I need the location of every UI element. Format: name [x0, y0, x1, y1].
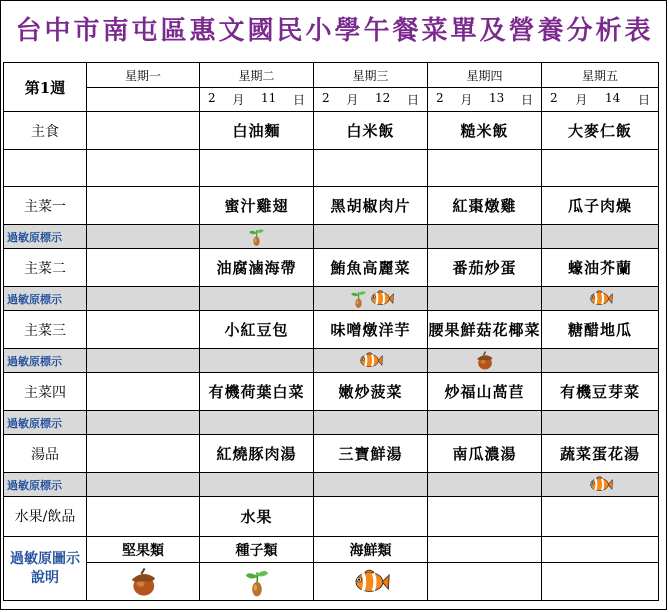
fruit-item-1 — [200, 497, 314, 537]
soup-dish-3 — [428, 435, 542, 473]
sprout-seed-icon — [241, 566, 273, 598]
date-display — [200, 91, 313, 108]
legend-icon-seafood — [314, 563, 428, 601]
legend-name-nut — [87, 537, 200, 563]
allergen-label — [4, 225, 87, 249]
date-day: 11 — [261, 91, 277, 105]
acorn-icon — [127, 566, 159, 598]
week-label-text: 第1週 — [24, 78, 66, 97]
acorn-icon — [474, 350, 495, 371]
date-m-unit: 月 — [232, 93, 245, 107]
main3-allergen-2 — [314, 349, 428, 373]
fruit-item-4 — [542, 497, 659, 537]
clownfish-icon — [588, 474, 613, 495]
row-label-text: 湯品 — [31, 446, 59, 463]
menu-table — [3, 62, 659, 601]
date-d-unit: 日 — [520, 93, 533, 107]
fruit-item-0 — [87, 497, 200, 537]
allergen-label-text: 過敏原標示 — [7, 478, 62, 492]
week-label — [4, 63, 87, 112]
row-label-text: 主菜一 — [24, 198, 66, 215]
soup-allergen-2 — [314, 473, 428, 497]
date-d-unit: 日 — [637, 93, 650, 107]
day-name: 星期一 — [124, 68, 161, 83]
dish-name: 炒福山萵苣 — [444, 383, 525, 401]
dish-name: 瓜子肉燥 — [567, 197, 632, 215]
allergen-label — [4, 287, 87, 311]
staple-dish-3 — [428, 112, 542, 150]
main1-allergen-4 — [542, 225, 659, 249]
dish-name: 蠔油芥蘭 — [567, 259, 632, 277]
date-day: 12 — [375, 91, 391, 105]
main3-allergen-0 — [87, 349, 200, 373]
allergen-label — [4, 411, 87, 435]
day-name: 星期五 — [581, 68, 618, 83]
main4-dish-3 — [428, 373, 542, 411]
main2-dish-0 — [87, 249, 200, 287]
main1-dish-1 — [200, 187, 314, 225]
date-display — [542, 91, 658, 108]
date-month: 2 — [550, 91, 558, 105]
dish-name: 有機豆芽菜 — [559, 383, 640, 401]
soup-allergen-0 — [87, 473, 200, 497]
soup-allergen-4 — [542, 473, 659, 497]
dish-name: 番茄炒蛋 — [452, 259, 517, 277]
row-label-soup — [4, 435, 87, 473]
dish-name: 白油麵 — [232, 122, 281, 140]
dish-name: 紅棗燉雞 — [452, 197, 517, 215]
main1-dish-0 — [87, 187, 200, 225]
clownfish-icon — [369, 288, 394, 309]
day-name: 星期三 — [352, 68, 389, 83]
dish-name: 南瓜濃湯 — [452, 445, 517, 463]
blank-cell-1 — [87, 150, 200, 187]
date-m-unit: 月 — [346, 93, 359, 107]
allergen-label-text: 過敏原標示 — [7, 230, 62, 244]
clownfish-icon — [588, 288, 613, 309]
legend-name-seed — [200, 537, 314, 563]
dish-name: 小紅豆包 — [224, 321, 289, 339]
main3-allergen-1 — [200, 349, 314, 373]
day-header-4 — [542, 63, 659, 88]
main1-allergen-3 — [428, 225, 542, 249]
main1-dish-3 — [428, 187, 542, 225]
date-m-unit: 月 — [575, 93, 588, 107]
row-label-text: 主菜四 — [24, 384, 66, 401]
allergen-label — [4, 349, 87, 373]
main4-allergen-3 — [428, 411, 542, 435]
staple-dish-4 — [542, 112, 659, 150]
row-label-text: 主菜二 — [24, 260, 66, 277]
main4-allergen-1 — [200, 411, 314, 435]
main2-dish-1 — [200, 249, 314, 287]
clownfish-icon — [352, 566, 390, 598]
dish-name: 糖醋地瓜 — [567, 321, 632, 339]
legend-empty-3 — [428, 563, 542, 601]
dish-name: 白米飯 — [346, 122, 395, 140]
legend-empty-4 — [542, 563, 659, 601]
staple-dish-2 — [314, 112, 428, 150]
soup-dish-1 — [200, 435, 314, 473]
dish-name: 黑胡椒肉片 — [330, 197, 411, 215]
legend-name-text: 種子類 — [235, 542, 278, 559]
soup-dish-0 — [87, 435, 200, 473]
dish-name: 腰果鮮菇花椰菜 — [428, 321, 541, 339]
legend-name-seafood — [314, 537, 428, 563]
row-label-text: 水果/飲品 — [14, 508, 76, 525]
day-header-0 — [87, 63, 200, 88]
row-label-main2 — [4, 249, 87, 287]
staple-dish-1 — [200, 112, 314, 150]
blank-cell-3 — [314, 150, 428, 187]
dish-name: 油腐滷海帶 — [216, 259, 297, 277]
main1-allergen-0 — [87, 225, 200, 249]
legend-icon-nut — [87, 563, 200, 601]
main4-dish-1 — [200, 373, 314, 411]
dish-name: 紅燒豚肉湯 — [216, 445, 297, 463]
dish-name: 蔬菜蛋花湯 — [559, 445, 640, 463]
main3-dish-0 — [87, 311, 200, 349]
main3-dish-4 — [542, 311, 659, 349]
date-month: 2 — [436, 91, 444, 105]
allergen-label — [4, 473, 87, 497]
main3-allergen-4 — [542, 349, 659, 373]
page-title: 台中市南屯區惠文國民小學午餐菜單及營養分析表 — [15, 16, 654, 46]
date-cell-2 — [314, 88, 428, 112]
main3-dish-3 — [428, 311, 542, 349]
main2-allergen-3 — [428, 287, 542, 311]
legend-empty-2 — [542, 537, 659, 563]
blank-cell-0 — [4, 150, 87, 187]
soup-allergen-3 — [428, 473, 542, 497]
date-d-unit: 日 — [406, 93, 419, 107]
dish-name: 蜜汁雞翅 — [224, 197, 289, 215]
date-display — [314, 91, 427, 108]
main1-allergen-2 — [314, 225, 428, 249]
main4-allergen-4 — [542, 411, 659, 435]
date-cell-0 — [87, 88, 200, 112]
clownfish-icon — [358, 350, 383, 371]
main4-allergen-2 — [314, 411, 428, 435]
main2-allergen-0 — [87, 287, 200, 311]
row-label-text: 主菜三 — [24, 322, 66, 339]
date-day: 13 — [489, 91, 505, 105]
legend-name-text: 堅果類 — [122, 542, 164, 559]
dish-name: 嫩炒菠菜 — [338, 383, 403, 401]
dish-name: 三寶鮮湯 — [338, 445, 403, 463]
soup-dish-4 — [542, 435, 659, 473]
date-d-unit: 日 — [292, 93, 305, 107]
main1-allergen-1 — [200, 225, 314, 249]
blank-cell-2 — [200, 150, 314, 187]
soup-allergen-1 — [200, 473, 314, 497]
dish-name: 有機荷葉白菜 — [208, 383, 305, 401]
main2-dish-4 — [542, 249, 659, 287]
soup-dish-2 — [314, 435, 428, 473]
row-label-main1 — [4, 187, 87, 225]
main2-allergen-4 — [542, 287, 659, 311]
sprout-seed-icon — [348, 288, 369, 309]
day-header-2 — [314, 63, 428, 88]
day-name: 星期二 — [238, 68, 275, 83]
legend-name-text: 海鮮類 — [349, 542, 392, 559]
main2-dish-3 — [428, 249, 542, 287]
blank-cell-5 — [542, 150, 659, 187]
dish-name: 大麥仁飯 — [567, 122, 632, 140]
main4-allergen-0 — [87, 411, 200, 435]
allergen-label-text: 過敏原標示 — [7, 292, 62, 306]
blank-cell-4 — [428, 150, 542, 187]
row-label-text: 主食 — [31, 123, 59, 140]
main2-dish-2 — [314, 249, 428, 287]
main4-dish-4 — [542, 373, 659, 411]
main4-dish-0 — [87, 373, 200, 411]
row-label-fruit — [4, 497, 87, 537]
dish-name: 水果 — [240, 508, 273, 526]
date-cell-1 — [200, 88, 314, 112]
date-month: 2 — [208, 91, 216, 105]
date-month: 2 — [322, 91, 330, 105]
allergen-legend-label — [4, 537, 87, 601]
date-m-unit: 月 — [460, 93, 473, 107]
date-day: 14 — [605, 91, 621, 105]
main2-allergen-2 — [314, 287, 428, 311]
fruit-item-2 — [314, 497, 428, 537]
date-cell-4 — [542, 88, 659, 112]
staple-dish-0 — [87, 112, 200, 150]
main2-allergen-1 — [200, 287, 314, 311]
fruit-item-3 — [428, 497, 542, 537]
date-cell-3 — [428, 88, 542, 112]
legend-icon-seed — [200, 563, 314, 601]
main1-dish-4 — [542, 187, 659, 225]
day-header-3 — [428, 63, 542, 88]
dish-name: 味噌燉洋芋 — [330, 321, 411, 339]
row-label-staple — [4, 112, 87, 150]
allergen-label-text: 過敏原標示 — [7, 416, 62, 430]
legend-label-text: 過敏原圖示說明 — [10, 550, 80, 586]
sprout-seed-icon — [246, 226, 267, 247]
main4-dish-2 — [314, 373, 428, 411]
day-header-1 — [200, 63, 314, 88]
main1-dish-2 — [314, 187, 428, 225]
main3-allergen-3 — [428, 349, 542, 373]
legend-empty-1 — [428, 537, 542, 563]
allergen-label-text: 過敏原標示 — [7, 354, 62, 368]
main3-dish-2 — [314, 311, 428, 349]
main3-dish-1 — [200, 311, 314, 349]
row-label-main4 — [4, 373, 87, 411]
dish-name: 糙米飯 — [460, 122, 509, 140]
day-name: 星期四 — [466, 68, 503, 83]
row-label-main3 — [4, 311, 87, 349]
date-display — [428, 91, 541, 108]
dish-name: 鮪魚高麗菜 — [330, 259, 411, 277]
